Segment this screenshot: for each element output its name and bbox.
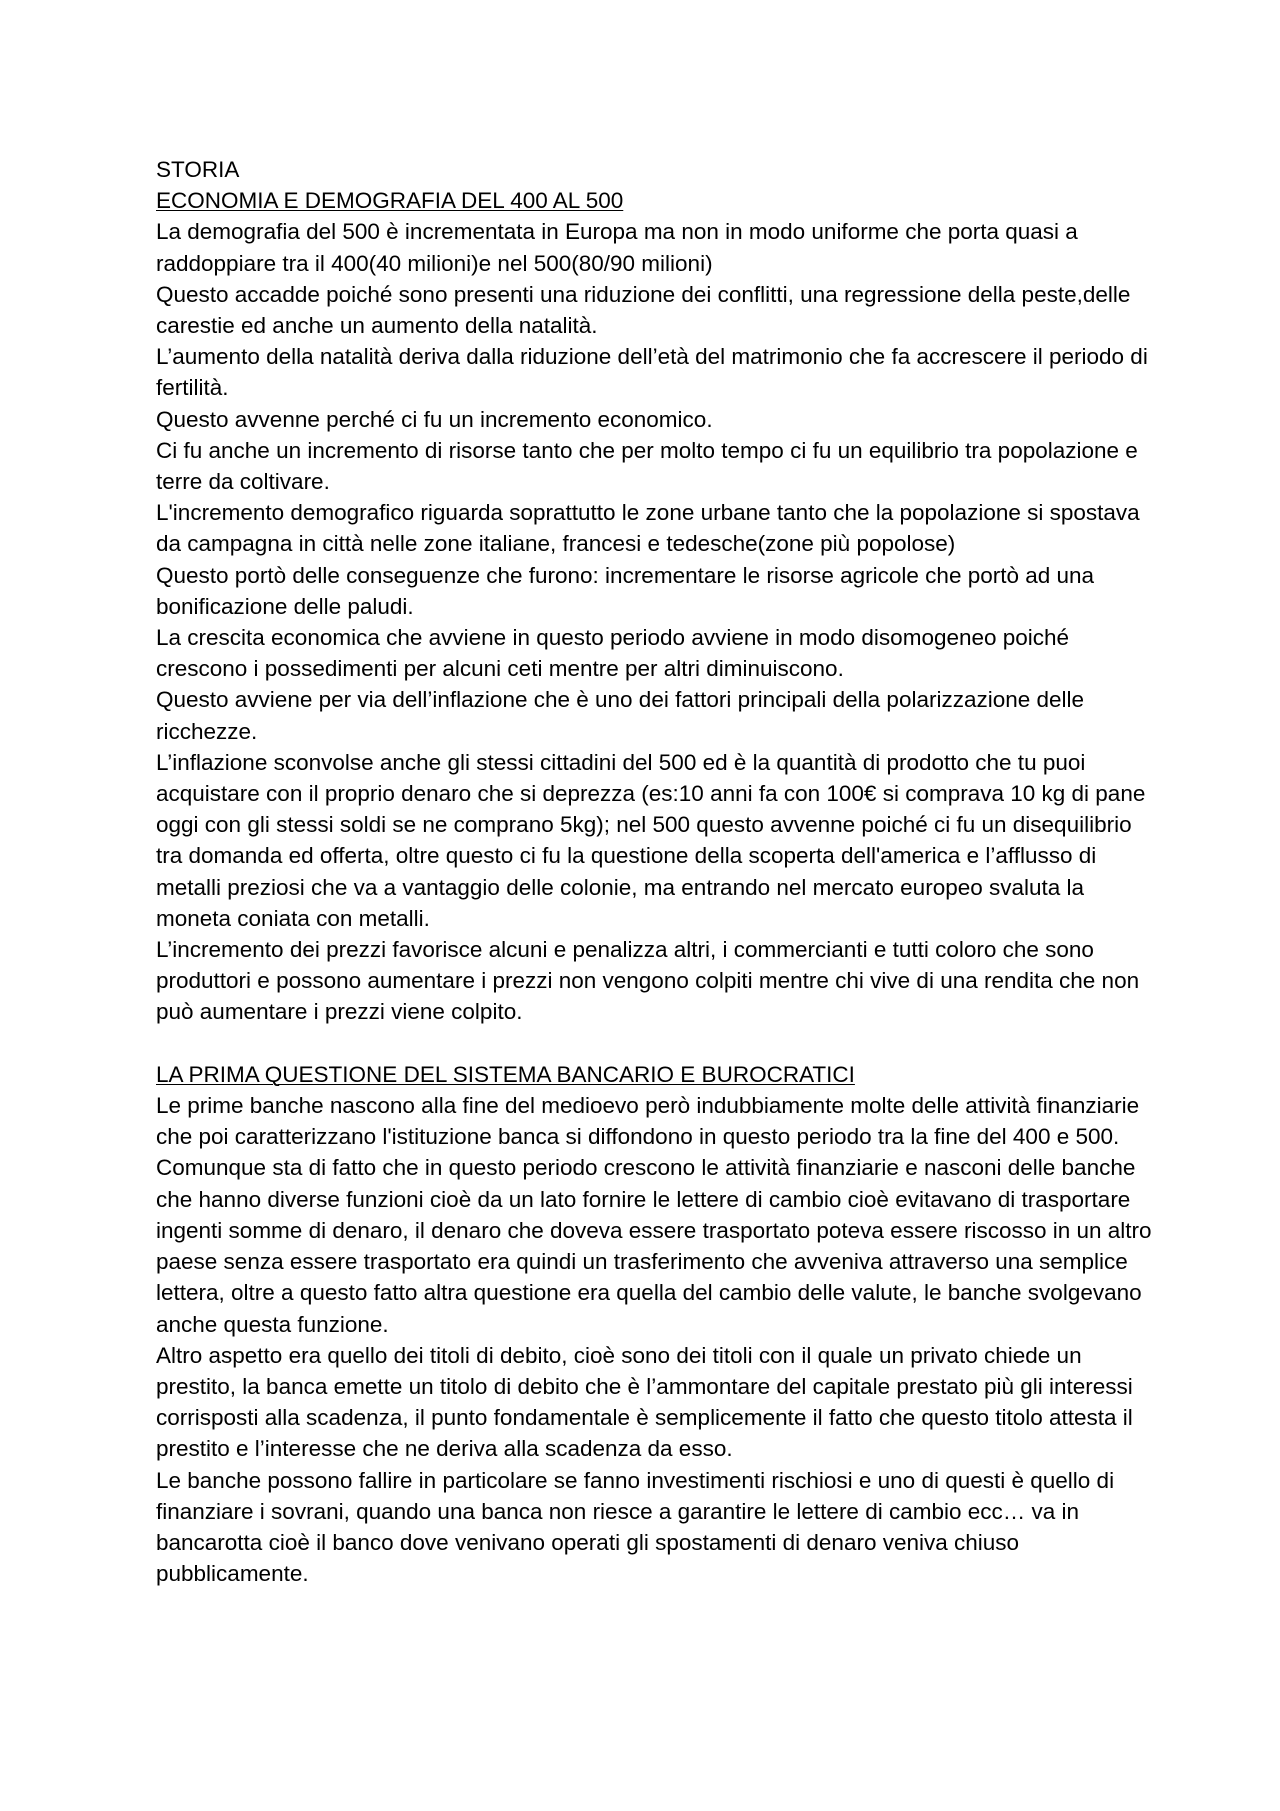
paragraph: Questo accadde poiché sono presenti una riduzione dei conflitti, una regressione della peste,delle carestie ed anche un aumento della natalità. <box>156 281 1131 339</box>
paragraph: Le prime banche nascono alla fine del medioevo però indubbiamente molte delle attività finanziarie che poi caratterizzano l'istituzione banca si diffondono in questo periodo tra la fine del 400 e 500. <box>156 1093 1140 1150</box>
paragraph: La crescita economica che avviene in questo periodo avviene in modo disomogeneo poiché crescono i possedimenti per alcuni ceti mentre per altri diminuiscono. <box>156 625 1070 682</box>
paragraph: Questo avviene per via dell’inflazione che è uno dei fattori principali della polarizzazione delle ricchezze. <box>156 687 1085 744</box>
paragraph: Altro aspetto era quello dei titoli di debito, cioè sono dei titoli con il quale un privato chiede un prestito, la banca emette un titolo di debito che è l’ammontare del capitale prestato più gli interessi corrisposti alla scadenza, il punto fondamentale è semplicemente il fatto che questo titolo attesta il prestito e l’interesse che ne deriva alla scadenza da esso. <box>156 1342 1133 1462</box>
blank-line <box>156 1028 1156 1059</box>
document-page <box>156 154 1156 1589</box>
paragraph: Comunque sta di fatto che in questo periodo crescono le attività finanziarie e nasconi delle banche che hanno diverse funzioni cioè da un lato fornire le lettere di cambio cioè evitavano di trasportare ingenti somme di denaro, il denaro che doveva essere trasportato poteva essere riscosso in un altro paese senza essere trasportato era quindi un trasferimento che avveniva attraverso una semplice lettera, oltre a questo fatto altra questione era quella del cambio delle valute, le banche svolgevano anche questa funzione. <box>156 1155 1152 1337</box>
paragraph: Questo avvenne perché ci fu un incremento economico. <box>156 406 713 432</box>
document-title: STORIA <box>156 157 240 182</box>
paragraph: La demografia del 500 è incrementata in Europa ma non in modo uniforme che porta quasi a raddoppiare tra il 400(40 milioni)e nel 500(80/90 milioni) <box>156 219 1078 276</box>
paragraph: L'incremento demografico riguarda soprattutto le zone urbane tanto che la popolazione si spostava da campagna in città nelle zone italiane, francesi e tedesche(zone più popolose) <box>156 500 1140 557</box>
section-heading-sistema-bancario: LA PRIMA QUESTIONE DEL SISTEMA BANCARIO E BUROCRATICI <box>156 1061 855 1087</box>
paragraph: L’inflazione sconvolse anche gli stessi cittadini del 500 ed è la quantità di prodotto che tu puoi acquistare con il proprio denaro che si deprezza (es:10 anni fa con 100€ si comprava 10 kg di pane oggi con gli stessi soldi se ne comprano 5kg); nel 500 questo avvenne poiché ci fu un disequilibrio tra domanda ed offerta, oltre questo ci fu la questione della scoperta dell'america e l’afflusso di metalli preziosi che va a vantaggio delle colonie, ma entrando nel mercato europeo svaluta la moneta coniata con metalli. <box>156 749 1146 931</box>
paragraph: L’incremento dei prezzi favorisce alcuni e penalizza altri, i commercianti e tutti coloro che sono produttori e possono aumentare i prezzi non vengono colpiti mentre chi vive di una rendita che non può aumentare i prezzi viene colpito. <box>156 937 1140 1025</box>
paragraph: Questo portò delle conseguenze che furono: incrementare le risorse agricole che portò ad una bonificazione delle paludi. <box>156 562 1095 619</box>
paragraph: Ci fu anche un incremento di risorse tanto che per molto tempo ci fu un equilibrio tra popolazione e terre da coltivare. <box>156 437 1138 495</box>
section-heading-economia: ECONOMIA E DEMOGRAFIA DEL 400 AL 500 <box>156 188 624 214</box>
paragraph: L’aumento della natalità deriva dalla riduzione dell’età del matrimonio che fa accrescere il periodo di fertilità. <box>156 344 1148 401</box>
paragraph: Le banche possono fallire in particolare se fanno investimenti rischiosi e uno di questi è quello di finanziare i sovrani, quando una banca non riesce a garantire le lettere di cambio ecc… va in bancarotta cioè il banco dove venivano operati gli spostamenti di denaro veniva chiuso pubblicamente. <box>156 1467 1115 1587</box>
